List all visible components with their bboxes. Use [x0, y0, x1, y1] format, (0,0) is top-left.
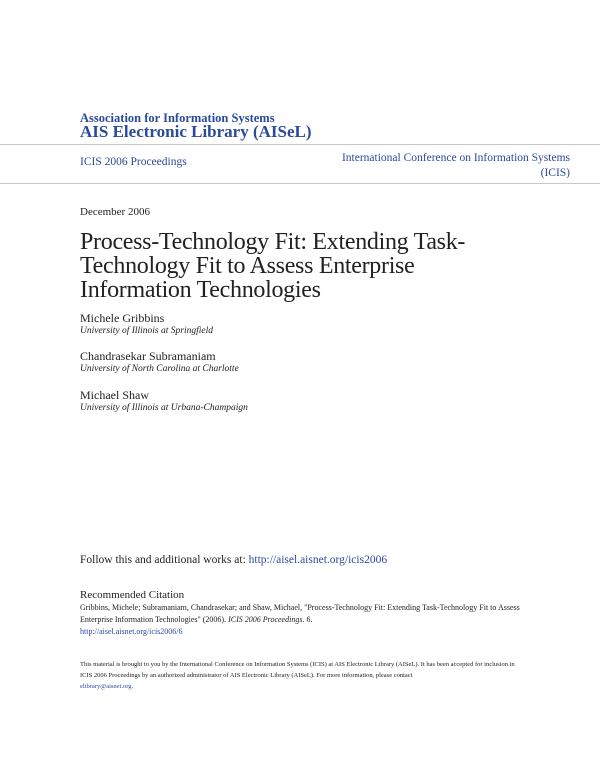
author-name: Michele Gribbins	[80, 311, 165, 325]
citation-suffix: . 6.	[302, 615, 313, 624]
publication-date: December 2006	[80, 206, 150, 218]
conference-line-1: International Conference on Information Systems	[341, 152, 570, 164]
association-name: Association for Information Systems	[80, 111, 275, 125]
citation-link[interactable]: http://aisel.aisnet.org/icis2006/6	[80, 627, 183, 636]
access-notice	[80, 659, 520, 692]
author-name: Chandrasekar Subramaniam	[80, 349, 216, 363]
citation-journal: ICIS 2006 Proceedings	[228, 615, 303, 624]
author-affiliation: University of Illinois at Urbana-Champaign	[80, 403, 248, 413]
follow-line	[80, 554, 387, 566]
notice-text: This material is brought to you by the International Conference on Information Systems (ICIS) at AIS Electronic Library (AISeL). It has been accepted for inclusion in ICIS 2006 Proceedings by an authorized administrator of AIS Electronic Library (AISeL). For more information, please contact	[80, 661, 515, 679]
citation-text	[80, 602, 520, 638]
divider-bottom	[0, 183, 600, 184]
author-name: Michael Shaw	[80, 388, 149, 402]
conference-link[interactable]	[310, 151, 570, 181]
collection-link[interactable]: ICIS 2006 Proceedings	[80, 156, 187, 168]
follow-text: Follow this and additional works at:	[80, 554, 246, 566]
divider-top	[0, 144, 600, 145]
paper-title: Process-Technology Fit: Extending Task-Technology Fit to Assess Enterprise Information Technologies	[80, 229, 466, 303]
conference-line-2: (ICIS)	[540, 167, 570, 179]
follow-link[interactable]: http://aisel.aisnet.org/icis2006	[248, 554, 388, 566]
citation-body: Gribbins, Michele; Subramaniam, Chandrasekar; and Shaw, Michael, "Process-Technology Fit: Extending Task-Technology Fit to Assess Enterprise Information Technologies" (2006).	[80, 603, 520, 624]
author-affiliation: University of North Carolina at Charlotte	[80, 364, 239, 374]
library-name[interactable]: AIS Electronic Library (AISeL)	[80, 122, 312, 141]
author-affiliation: University of Illinois at Springfield	[80, 326, 213, 336]
recommended-citation-heading: Recommended Citation	[80, 589, 185, 601]
contact-email-link[interactable]: elibrary@aisnet.org	[80, 683, 132, 690]
notice-end: .	[131, 683, 134, 690]
